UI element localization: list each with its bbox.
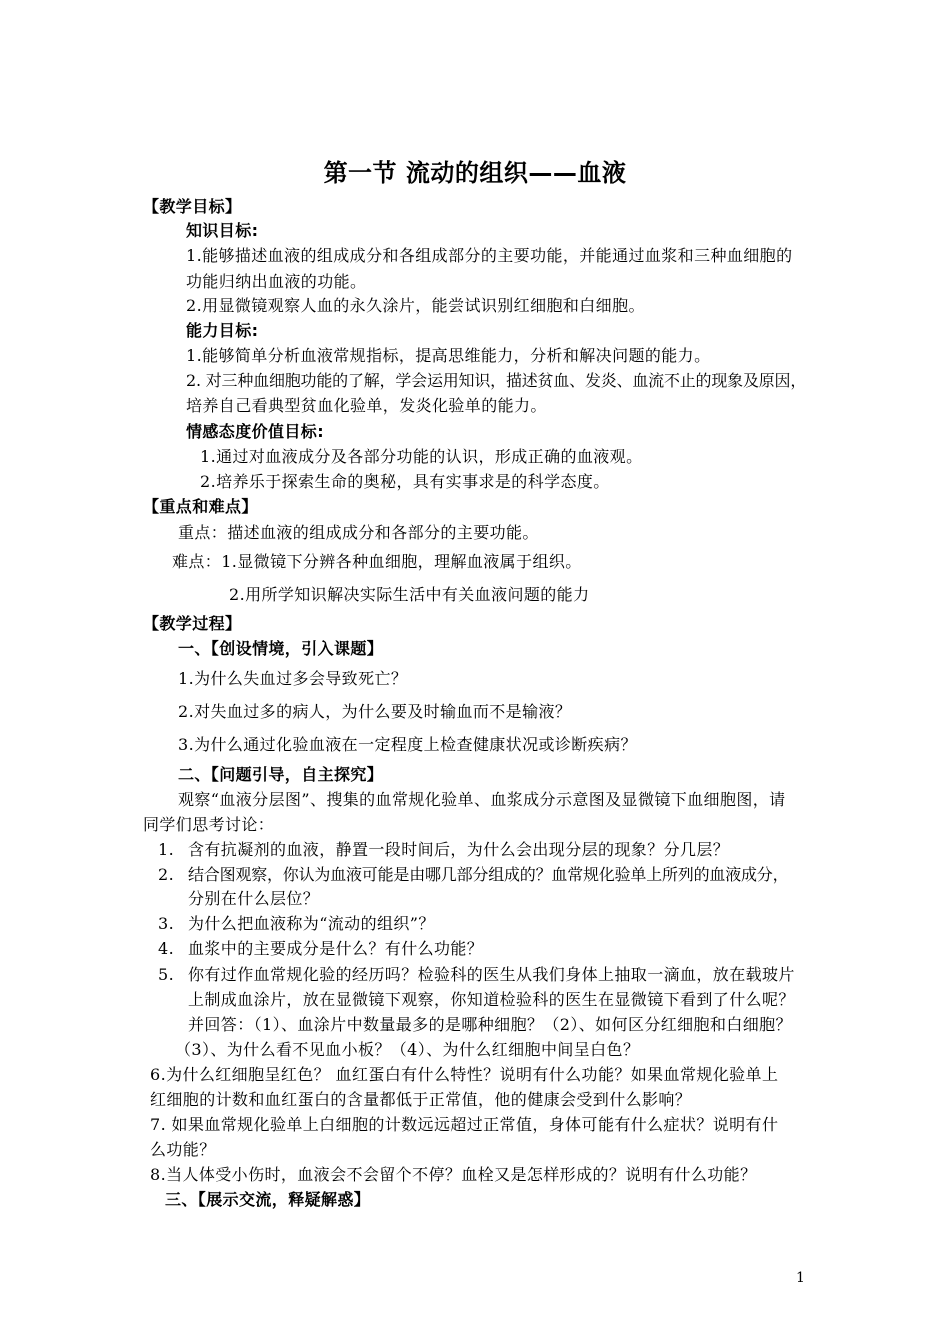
text-line: 红细胞的计数和血红蛋白的含量都低于正常值，他的健康会受到什么影响？ (150, 1090, 692, 1109)
text-line: 功能归纳出血液的功能。 (186, 272, 367, 291)
document-title: 第一节 流动的组织——血液 (323, 159, 627, 187)
section-heading: 【重点和难点】 (143, 497, 258, 516)
text-line: 么功能？ (150, 1140, 216, 1159)
text-line: 同学们思考讨论： (143, 815, 275, 834)
text-line: 2.培养乐于探索生命的奥秘，具有实事求是的科学态度。 (200, 472, 610, 491)
list-item: 上制成血涂片，放在显微镜下观察，你知道检验科的医生在显微镜下看到了什么呢？ (188, 990, 795, 1009)
text-line: 难点：1.显微镜下分辨各种血细胞，理解血液属于组织。 (172, 552, 582, 571)
list-number: 4. (158, 939, 175, 958)
section-heading: 【教学目标】 (143, 197, 242, 216)
list-item: 结合图观察，你认为血液可能是由哪几部分组成的？血常规化验单上所列的血液成分， (188, 865, 789, 884)
subheading: 情感态度价值目标: (186, 422, 324, 441)
text-line: 6.为什么红细胞呈红色？ 血红蛋白有什么特性？说明有什么功能？如果血常规化验单上 (150, 1065, 779, 1084)
subheading: 一、【创设情境，引入课题】 (178, 639, 384, 658)
list-item: 含有抗凝剂的血液，静置一段时间后，为什么会出现分层的现象？分几层？ (188, 840, 730, 859)
list-item: 分别在什么层位？ (188, 889, 320, 908)
list-item: （3）、为什么看不见血小板？（4）、为什么红细胞中间呈白色？ (175, 1040, 640, 1059)
section-heading: 【教学过程】 (143, 614, 242, 633)
text-line: 1.为什么失血过多会导致死亡？ (178, 669, 408, 688)
text-line: 7. 如果血常规化验单上白细胞的计数远远超过正常值，身体可能有什么症状？说明有什 (150, 1115, 779, 1134)
list-number: 3. (158, 914, 175, 933)
subheading: 二、【问题引导，自主探究】 (178, 765, 384, 784)
text-line: 2.用显微镜观察人血的永久涂片，能尝试识别红细胞和白细胞。 (186, 296, 645, 315)
text-line: 2. 对三种血细胞功能的了解，学会运用知识，描述贫血、发炎、血流不止的现象及原因， (186, 371, 807, 390)
list-item: 你有过作血常规化验的经历吗？检验科的医生从我们身体上抽取一滴血，放在载玻片 (188, 965, 795, 984)
text-line: 1.能够简单分析血液常规指标，提高思维能力，分析和解决问题的能力。 (186, 346, 711, 365)
subheading: 知识目标: (186, 221, 259, 240)
page-number: 1 (796, 1270, 805, 1286)
text-line: 重点：描述血液的组成成分和各部分的主要功能。 (178, 523, 539, 542)
text-line: 培养自己看典型贫血化验单，发炎化验单的能力。 (186, 396, 547, 415)
text-line: 2.用所学知识解决实际生活中有关血液问题的能力 (229, 585, 590, 604)
subheading: 三、【展示交流，释疑解惑】 (165, 1190, 371, 1209)
text-line: 1.能够描述血液的组成成分和各组成部分的主要功能，并能通过血浆和三种血细胞的 (186, 246, 793, 265)
list-number: 5. (158, 965, 175, 984)
text-line: 2.对失血过多的病人，为什么要及时输血而不是输液？ (178, 702, 572, 721)
list-item: 为什么把血液称为“流动的组织”？ (188, 914, 435, 933)
text-line: 3.为什么通过化验血液在一定程度上检查健康状况或诊断疾病？ (178, 735, 637, 754)
text-line: 观察“血液分层图”、搜集的血常规化验单、血浆成分示意图及显微镜下血细胞图，请 (178, 790, 786, 809)
list-number: 1. (158, 840, 175, 859)
list-item: 并回答：（1）、血涂片中数量最多的是哪种细胞？（2）、如何区分红细胞和白细胞？ (188, 1015, 792, 1034)
text-line: 1.通过对血液成分及各部分功能的认识，形成正确的血液观。 (200, 447, 643, 466)
list-number: 2. (158, 865, 175, 884)
list-item: 血浆中的主要成分是什么？有什么功能？ (188, 939, 484, 958)
text-line: 8.当人体受小伤时，血液会不会留个不停？血栓又是怎样形成的？说明有什么功能？ (150, 1165, 757, 1184)
subheading: 能力目标: (186, 321, 259, 340)
